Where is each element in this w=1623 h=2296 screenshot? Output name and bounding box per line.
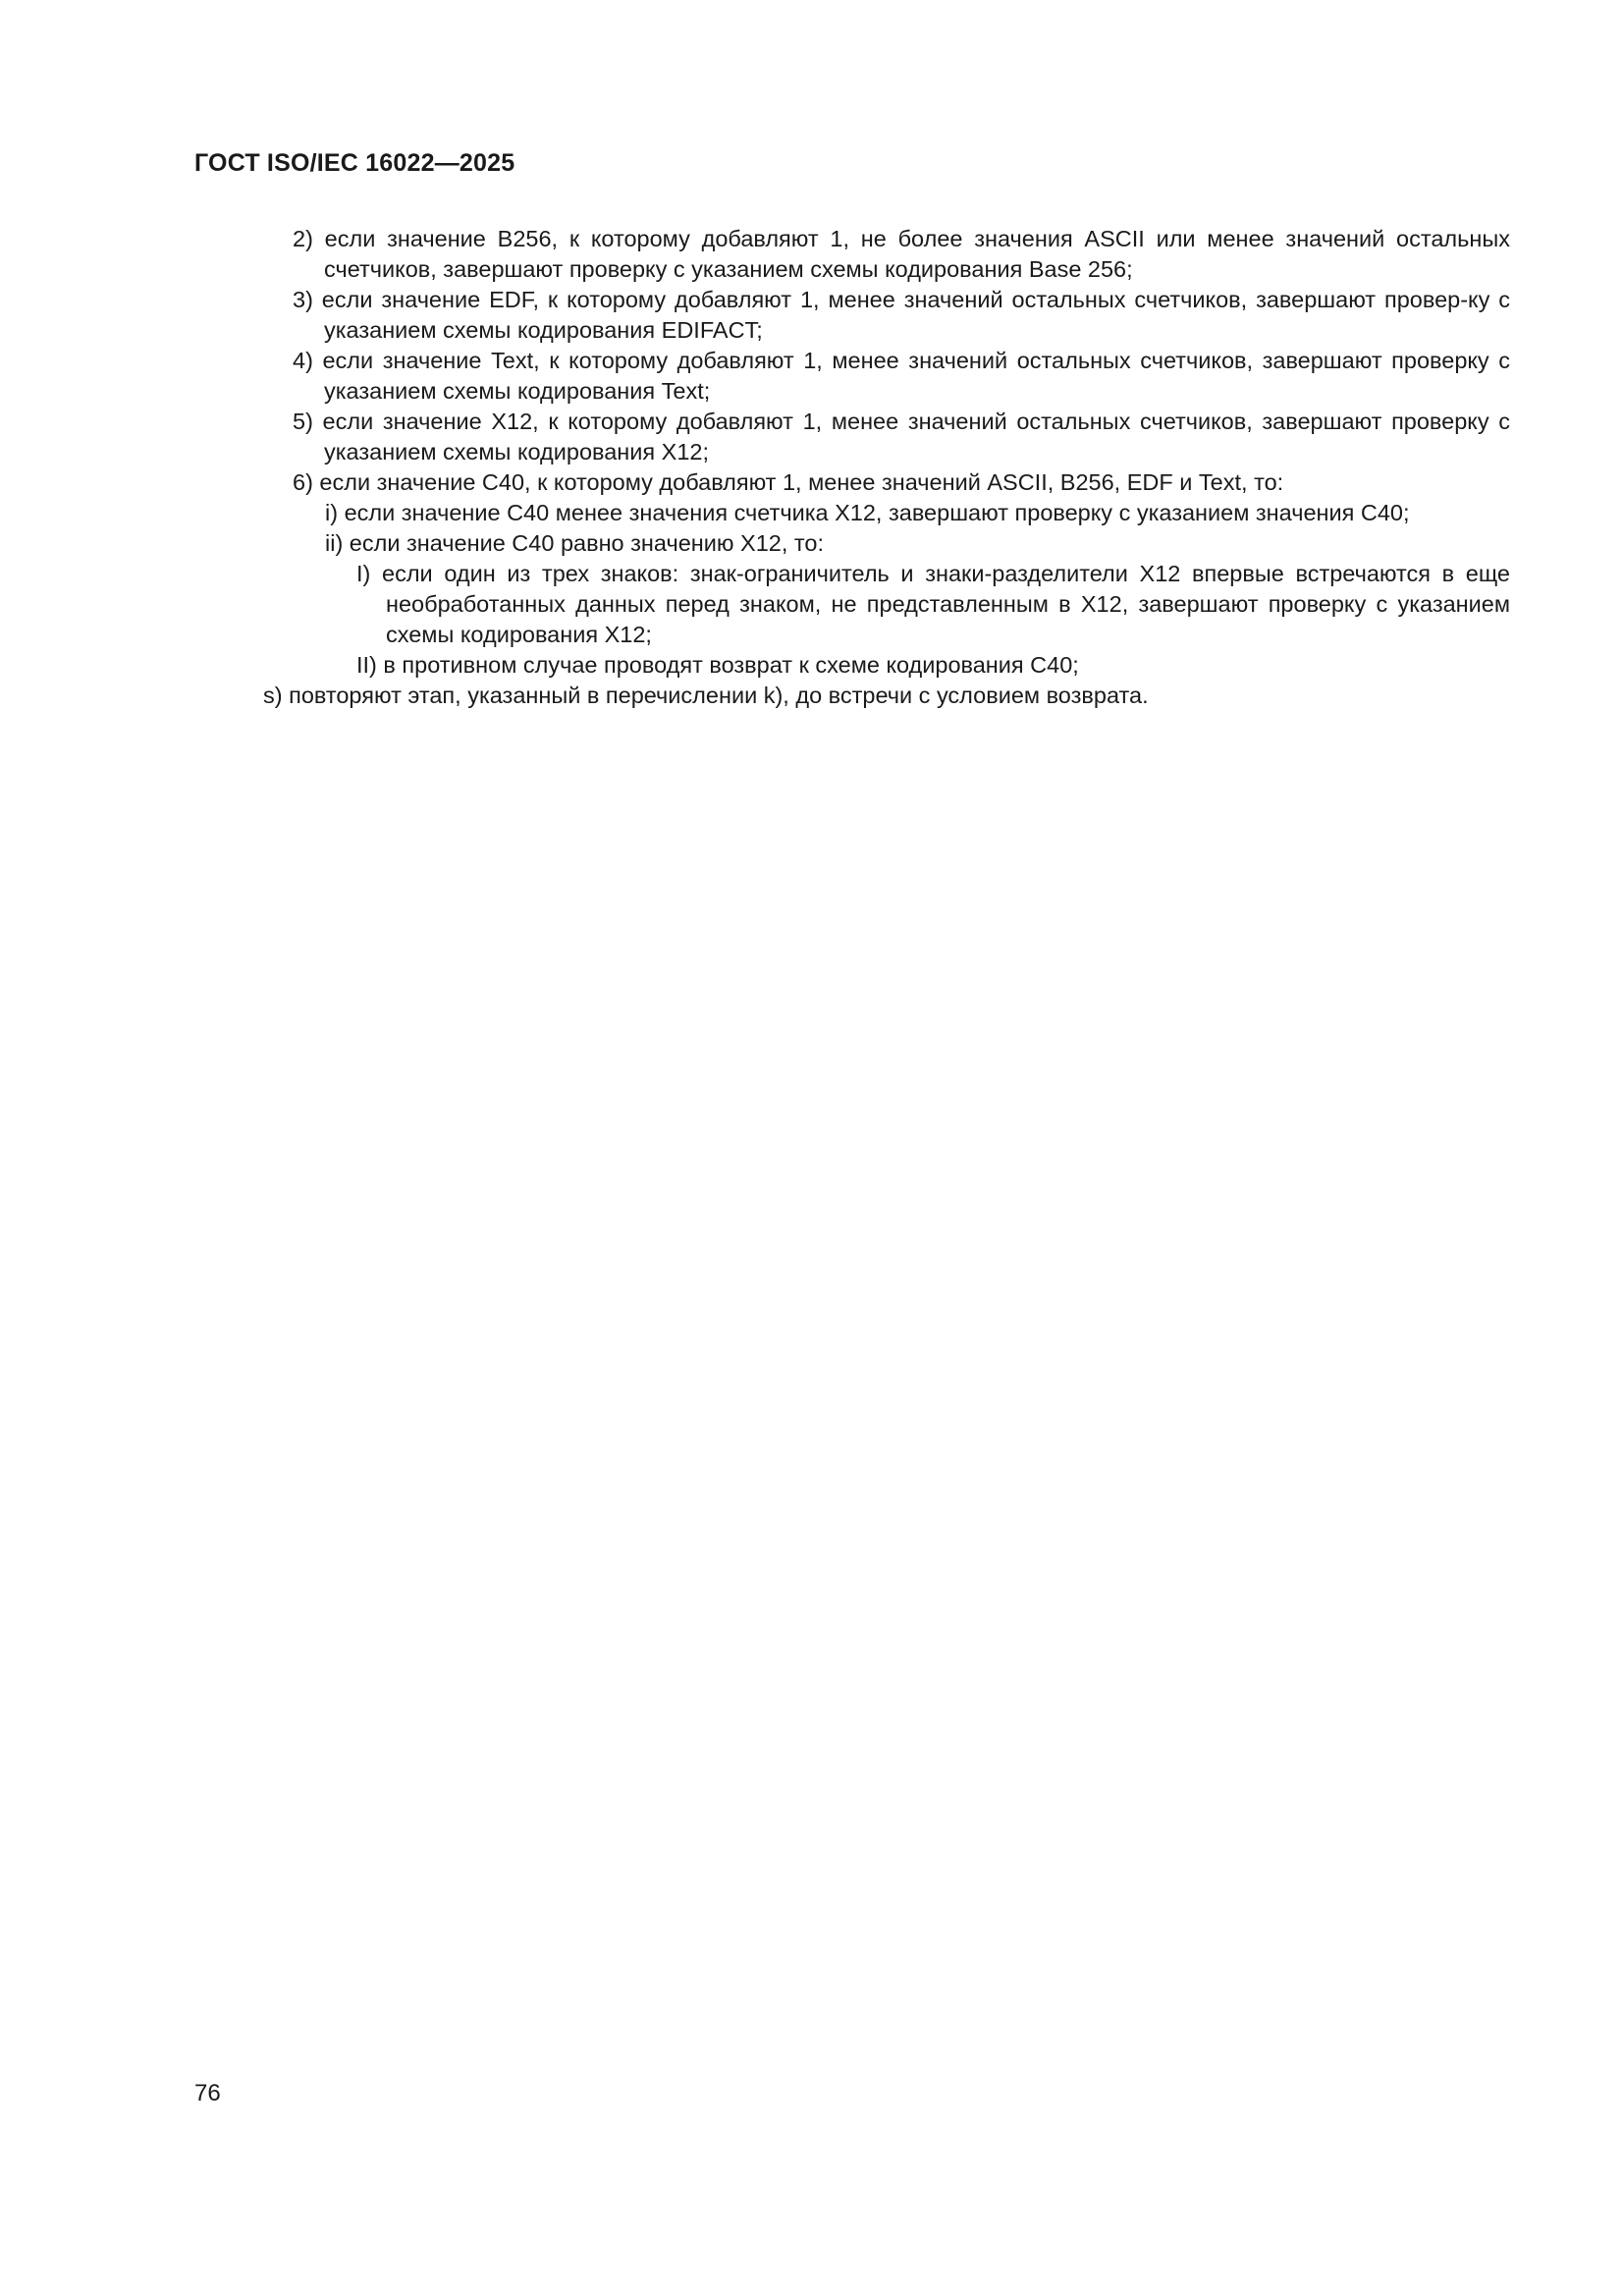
sub-item-i: i) если значение C40 менее значения счетчика X12, завершают проверку с указанием значения C40; — [325, 500, 1410, 525]
list-item-6: 6) если значение C40, к которому добавляют 1, менее значений ASCII, B256, EDF и Text, то: — [293, 469, 1284, 495]
list-item-5: 5) если значение X12, к которому добавляют 1, менее значений остальных счетчиков, завершают проверку с указанием схемы кодирования X12; — [293, 409, 1510, 465]
list-item-3: 3) если значение EDF, к которому добавляют 1, менее значений остальных счетчиков, завершают провер-ку с указанием схемы кодирования EDIFACT; — [293, 287, 1510, 343]
sub-sub-item-II: II) в противном случае проводят возврат к схеме кодирования C40; — [356, 652, 1079, 678]
page-number: 76 — [194, 2080, 221, 2106]
list-item-4: 4) если значение Text, к которому добавляют 1, менее значений остальных счетчиков, завершают проверку с указанием схемы кодирования Text; — [293, 348, 1510, 404]
document-header: ГОСТ ISO/IEC 16022—2025 — [194, 149, 515, 177]
list-item-2: 2) если значение B256, к которому добавляют 1, не более значения ASCII или менее значений остальных счетчиков, завершают проверку с указанием схемы кодирования Base 256; — [293, 226, 1510, 282]
list-item-s: s) повторяют этап, указанный в перечислении k), до встречи с условием возврата. — [263, 683, 1149, 708]
sub-item-ii: ii) если значение C40 равно значению X12, то: — [325, 530, 824, 556]
document-body — [0, 224, 1623, 711]
sub-sub-item-I: I) если один из трех знаков: знак-ограничитель и знаки-разделители X12 впервые встречаются в еще необработанных данных перед знаком, не представленным в X12, завершают проверку с указанием схемы кодирования X12; — [356, 561, 1510, 647]
